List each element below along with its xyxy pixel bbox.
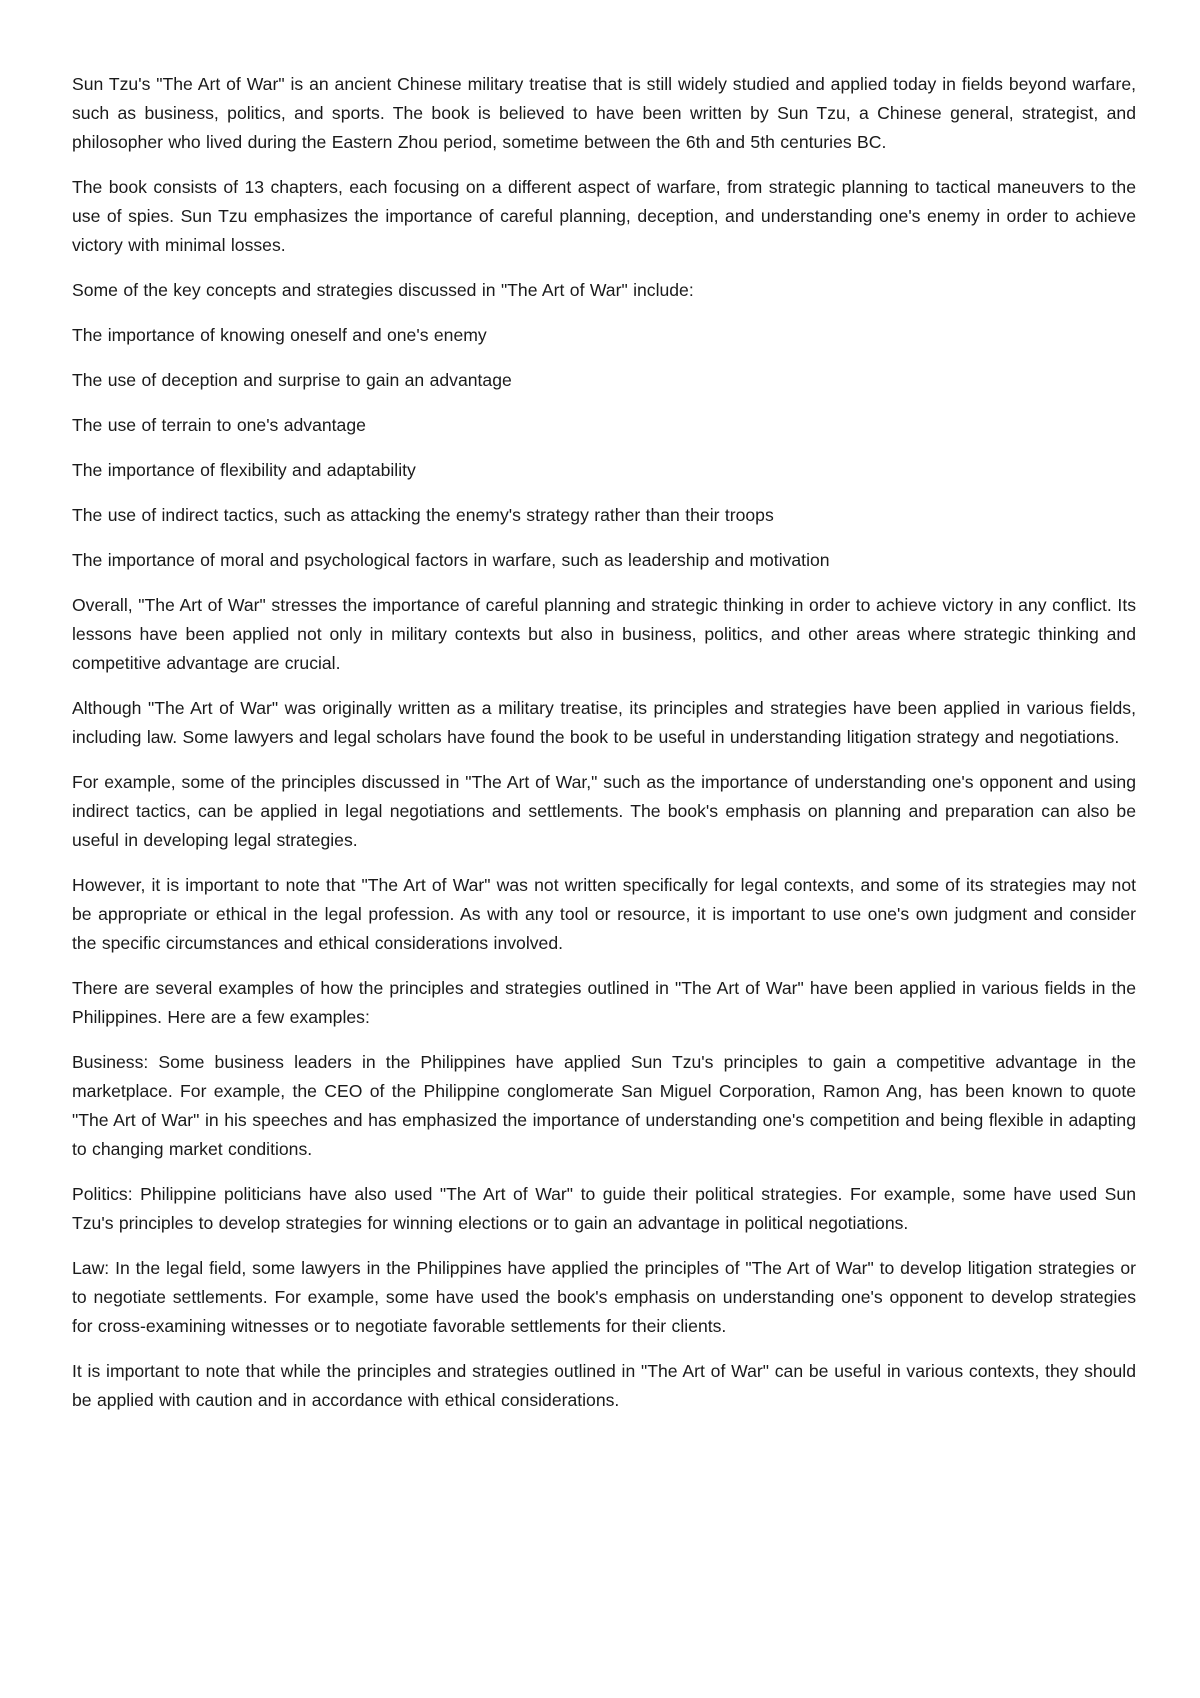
concept-line: The importance of knowing oneself and one's enemy (72, 325, 487, 345)
paragraph-philippines-intro: There are several examples of how the principles and strategies outlined in "The Art of War" have been applied in various fields in the Philippines. Here are a few examples: (72, 978, 1136, 1027)
concept-line: The importance of flexibility and adaptability (72, 460, 416, 480)
paragraph-politics: Politics: Philippine politicians have also used "The Art of War" to guide their political strategies. For example, some have used Sun Tzu's principles to develop strategies for winning elections or to gain an advantage in political negotiations. (72, 1184, 1136, 1233)
paragraph-chapters: The book consists of 13 chapters, each focusing on a different aspect of warfare, from strategic planning to tactical maneuvers to the use of spies. Sun Tzu emphasizes the importance of careful planning, deception, and understanding one's enemy in order to achieve victory with minimal losses. (72, 177, 1136, 255)
concept-line: The use of indirect tactics, such as attacking the enemy's strategy rather than their troops (72, 505, 774, 525)
paragraph-caution: However, it is important to note that "The Art of War" was not written specifically for legal contexts, and some of its strategies may not be appropriate or ethical in the legal profession. As with any tool or resource, it is important to use one's own judgment and consider the specific circumstances and ethical considerations involved. (72, 875, 1136, 953)
concept-line: The use of terrain to one's advantage (72, 415, 366, 435)
paragraph-key-concepts-intro: Some of the key concepts and strategies discussed in "The Art of War" include: (72, 280, 694, 300)
paragraph-overall: Overall, "The Art of War" stresses the importance of careful planning and strategic thinking in order to achieve victory in any conflict. Its lessons have been applied not only in military contexts but also in business, politics, and other areas where strategic thinking and competitive advantage are crucial. (72, 595, 1136, 673)
paragraph-conclusion: It is important to note that while the principles and strategies outlined in "The Art of War" can be useful in various contexts, they should be applied with caution and in accordance with ethical considerations. (72, 1361, 1136, 1410)
paragraph-intro: Sun Tzu's "The Art of War" is an ancient Chinese military treatise that is still widely studied and applied today in fields beyond warfare, such as business, politics, and sports. The book is believed to have been written by Sun Tzu, a Chinese general, strategist, and philosopher who lived during the Eastern Zhou period, sometime between the 6th and 5th centuries BC. (72, 74, 1136, 152)
paragraph-business: Business: Some business leaders in the Philippines have applied Sun Tzu's principles to gain a competitive advantage in the marketplace. For example, the CEO of the Philippine conglomerate San Miguel Corporation, Ramon Ang, has been known to quote "The Art of War" in his speeches and has emphasized the importance of understanding one's competition and being flexible in adapting to changing market conditions. (72, 1052, 1136, 1159)
concept-line: The importance of moral and psychological factors in warfare, such as leadership and motivation (72, 550, 830, 570)
concept-line: The use of deception and surprise to gain an advantage (72, 370, 512, 390)
paragraph-law: Law: In the legal field, some lawyers in the Philippines have applied the principles of "The Art of War" to develop litigation strategies or to negotiate settlements. For example, some have used the book's emphasis on understanding one's opponent to develop strategies for cross-examining witnesses or to negotiate favorable settlements for their clients. (72, 1258, 1136, 1336)
document-body (72, 70, 1136, 1415)
paragraph-legal-example: For example, some of the principles discussed in "The Art of War," such as the importance of understanding one's opponent and using indirect tactics, can be applied in legal negotiations and settlements. The book's emphasis on planning and preparation can also be useful in developing legal strategies. (72, 772, 1136, 850)
paragraph-law-application: Although "The Art of War" was originally written as a military treatise, its principles and strategies have been applied in various fields, including law. Some lawyers and legal scholars have found the book to be useful in understanding litigation strategy and negotiations. (72, 698, 1136, 747)
